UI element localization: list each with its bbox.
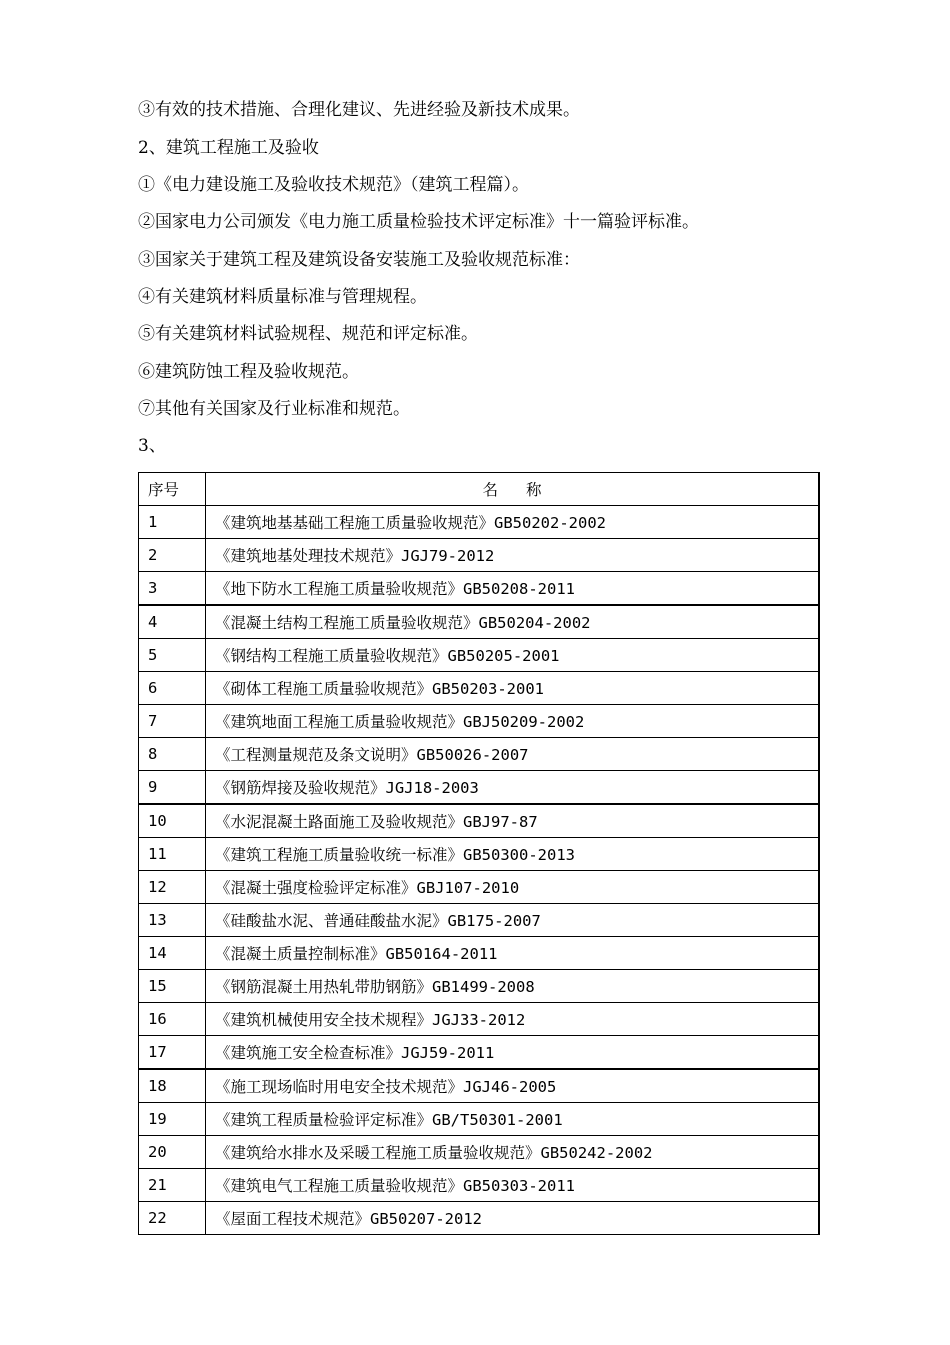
row-serial-number: 14 [139,937,206,970]
header-name-char-1: 名 [482,481,498,499]
paragraph-item-3: ③国家关于建筑工程及建筑设备安装施工及验收规范标准： [138,250,580,270]
table-row [139,804,820,838]
table-row [139,937,820,970]
row-standard-name: 《水泥混凝土路面施工及验收规范》GBJ97-87 [206,804,820,838]
row-standard-name: 《建筑地基基础工程施工质量验收规范》GB50202-2002 [206,506,820,539]
row-serial-number: 4 [139,605,206,639]
header-serial-number: 序号 [139,473,206,506]
row-standard-name: 《建筑给水排水及采暖工程施工质量验收规范》GB50242-2002 [206,1136,820,1169]
row-serial-number: 3 [139,572,206,606]
row-standard-name: 《钢筋焊接及验收规范》JGJ18-2003 [206,771,820,805]
row-standard-name: 《施工现场临时用电安全技术规范》JGJ46-2005 [206,1069,820,1103]
table-row [139,539,820,572]
row-serial-number: 5 [139,639,206,672]
row-serial-number: 6 [139,672,206,705]
table-row [139,738,820,771]
row-standard-name: 《砌体工程施工质量验收规范》GB50203-2001 [206,672,820,705]
row-serial-number: 12 [139,871,206,904]
row-serial-number: 1 [139,506,206,539]
paragraph-item-7: ⑦其他有关国家及行业标准和规范。 [138,399,410,419]
row-serial-number: 8 [139,738,206,771]
row-standard-name: 《建筑工程质量检验评定标准》GB/T50301-2001 [206,1103,820,1136]
row-serial-number: 21 [139,1169,206,1202]
table-row [139,1169,820,1202]
row-serial-number: 10 [139,804,206,838]
section-heading-3: 3、 [138,436,166,456]
row-standard-name: 《屋面工程技术规范》GB50207-2012 [206,1202,820,1235]
row-serial-number: 22 [139,1202,206,1235]
row-standard-name: 《混凝土质量控制标准》GB50164-2011 [206,937,820,970]
row-serial-number: 20 [139,1136,206,1169]
section-heading-construction: 2、建筑工程施工及验收 [138,138,319,158]
row-standard-name: 《硅酸盐水泥、普通硅酸盐水泥》GB175-2007 [206,904,820,937]
row-standard-name: 《钢结构工程施工质量验收规范》GB50205-2001 [206,639,820,672]
row-standard-name: 《混凝土强度检验评定标准》GBJ107-2010 [206,871,820,904]
table-row [139,672,820,705]
table-row [139,639,820,672]
table-row [139,1202,820,1235]
table-row [139,1069,820,1103]
row-serial-number: 13 [139,904,206,937]
row-standard-name: 《钢筋混凝土用热轧带肋钢筋》GB1499-2008 [206,970,820,1003]
row-standard-name: 《建筑电气工程施工质量验收规范》GB50303-2011 [206,1169,820,1202]
row-serial-number: 16 [139,1003,206,1036]
row-serial-number: 9 [139,771,206,805]
paragraph-measures: ③有效的技术措施、合理化建议、先进经验及新技术成果。 [138,100,580,120]
standards-table [138,472,820,1235]
paragraph-item-1: ①《电力建设施工及验收技术规范》（建筑工程篇）。 [138,175,529,195]
table-row [139,506,820,539]
table-header-row [139,473,820,506]
row-serial-number: 15 [139,970,206,1003]
row-serial-number: 17 [139,1036,206,1070]
table-row [139,838,820,871]
row-serial-number: 11 [139,838,206,871]
row-standard-name: 《工程测量规范及条文说明》GB50026-2007 [206,738,820,771]
row-serial-number: 18 [139,1069,206,1103]
paragraph-item-2: ②国家电力公司颁发《电力施工质量检验技术评定标准》十一篇验评标准。 [138,212,699,232]
table-row [139,871,820,904]
header-name-char-2: 称 [526,481,542,499]
row-standard-name: 《地下防水工程施工质量验收规范》GB50208-2011 [206,572,820,606]
row-standard-name: 《建筑地面工程施工质量验收规范》GBJ50209-2002 [206,705,820,738]
table-row [139,605,820,639]
header-name [206,473,820,506]
row-standard-name: 《建筑施工安全检查标准》JGJ59-2011 [206,1036,820,1070]
paragraph-item-4: ④有关建筑材料质量标准与管理规程。 [138,287,427,307]
row-standard-name: 《建筑地基处理技术规范》JGJ79-2012 [206,539,820,572]
row-serial-number: 19 [139,1103,206,1136]
row-standard-name: 《建筑工程施工质量验收统一标准》GB50300-2013 [206,838,820,871]
row-serial-number: 7 [139,705,206,738]
table-row [139,970,820,1003]
row-standard-name: 《混凝土结构工程施工质量验收规范》GB50204-2002 [206,605,820,639]
table-row [139,904,820,937]
paragraph-item-6: ⑥建筑防蚀工程及验收规范。 [138,362,359,382]
table-row [139,1103,820,1136]
table-row [139,1036,820,1070]
table-row [139,705,820,738]
paragraph-item-5: ⑤有关建筑材料试验规程、规范和评定标准。 [138,324,478,344]
table-row [139,572,820,606]
row-standard-name: 《建筑机械使用安全技术规程》JGJ33-2012 [206,1003,820,1036]
table-row [139,1136,820,1169]
table-row [139,1003,820,1036]
table-row [139,771,820,805]
row-serial-number: 2 [139,539,206,572]
